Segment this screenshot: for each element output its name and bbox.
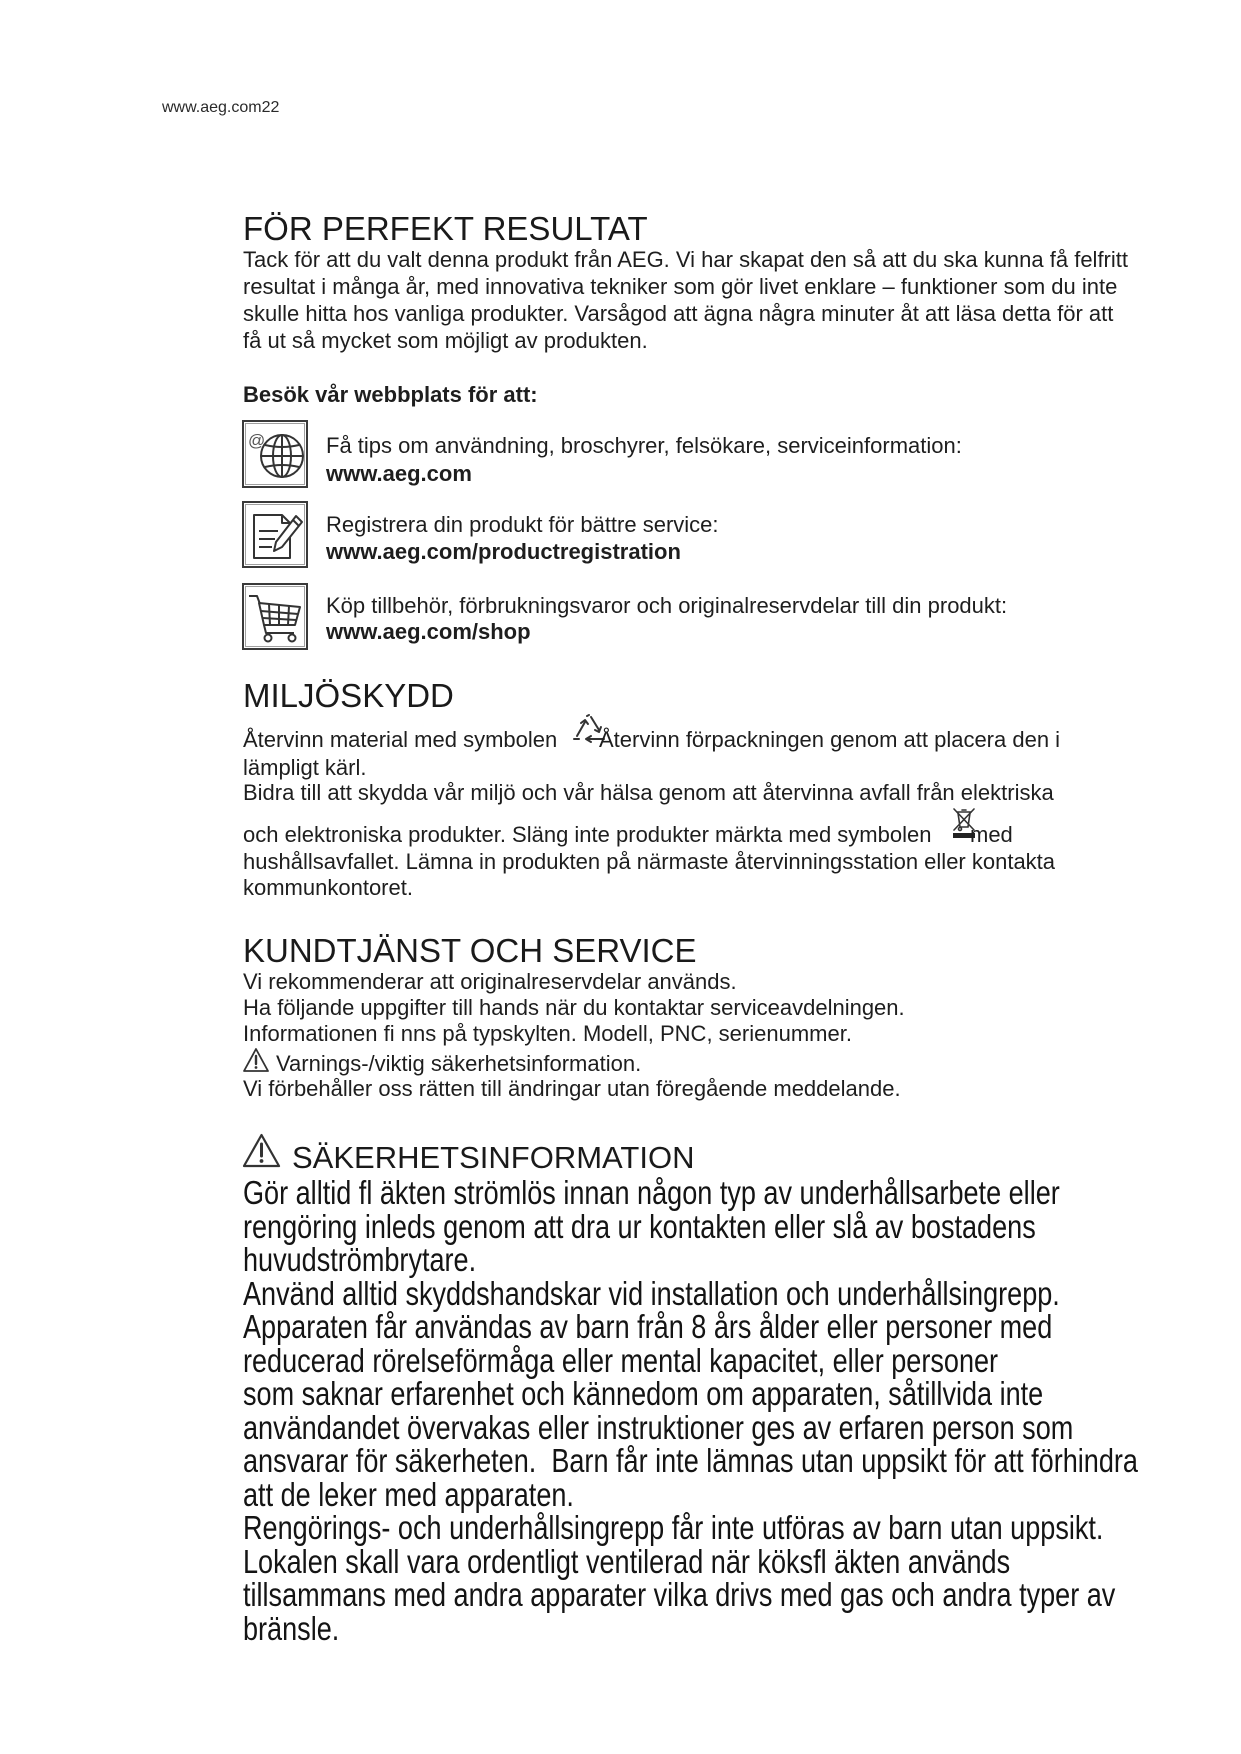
intro-line: skulle hitta hos vanliga produkter. Varsågod att ägna några minuter åt att läsa detta för att: [243, 301, 1114, 326]
safety-text: [243, 1176, 1145, 1645]
registration-link[interactable]: www.aeg.com/productregistration: [326, 539, 681, 564]
safety-line: Gör alltid fl äkten strömlös innan någon typ av underhållsarbete eller: [243, 1174, 1060, 1211]
service-line: Informationen fi nns på typskylten. Modell, PNC, serienummer.: [243, 1021, 852, 1046]
visit-item-text: Få tips om användning, broschyrer, felsökare, serviceinformation:: [326, 433, 962, 458]
safety-line: reducerad rörelseförmåga eller mental kapacitet, eller personer: [243, 1341, 999, 1379]
environment-line: Återvinn förpackningen genom att placera den i: [599, 727, 1061, 752]
service-line: Ha följande uppgifter till hands när du kontaktar serviceavdelningen.: [243, 995, 905, 1020]
intro-heading: FÖR PERFEKT RESULTAT: [243, 210, 648, 247]
safety-line: Apparaten får användas av barn från 8 års ålder eller personer med: [243, 1308, 1053, 1345]
document-pencil-icon: [242, 501, 308, 568]
environment-line: Återvinn material med symbolen: [243, 727, 558, 752]
service-warning-text: Varnings-/viktig säkerhetsinformation.: [276, 1051, 642, 1076]
visit-item-text: Registrera din produkt för bättre service:: [326, 512, 719, 537]
svg-text:@: @: [248, 431, 266, 450]
environment-heading: MILJÖSKYDD: [243, 677, 454, 714]
environment-line: Bidra till att skydda vår miljö och vår hälsa genom att återvinna avfall från elektriska: [243, 780, 1054, 805]
safety-line: rengöring inleds genom att dra ur kontakten eller slå av bostadens: [243, 1207, 1036, 1245]
service-line: Vi rekommenderar att originalreservdelar används.: [243, 969, 737, 994]
safety-line: Lokalen skall vara ordentligt ventilerad när köksfl äkten används: [243, 1542, 1011, 1580]
environment-line: med: [970, 822, 1013, 847]
visit-item-text: Köp tillbehör, förbrukningsvaror och originalreservdelar till din produkt:: [326, 593, 1008, 618]
environment-line: lämpligt kärl.: [243, 755, 367, 780]
shopping-cart-icon: [242, 583, 308, 650]
shop-link[interactable]: www.aeg.com/shop: [326, 619, 531, 644]
visit-item-tips: [326, 432, 962, 488]
warning-icon: [241, 1132, 282, 1170]
safety-line: att de leker med apparaten.: [243, 1475, 574, 1513]
visit-heading: Besök vår webbplats för att:: [243, 382, 538, 407]
environment-line: hushållsavfallet. Lämna in produkten på närmaste återvinningsstation eller kontakta: [243, 849, 1056, 874]
service-heading: KUNDTJÄNST OCH SERVICE: [243, 932, 697, 969]
service-line: Vi förbehåller oss rätten till ändringar utan föregående meddelande.: [243, 1076, 901, 1101]
intro-paragraph: [243, 246, 1128, 354]
environment-line: och elektroniska produkter. Släng inte produkter märkta med symbolen: [243, 822, 932, 847]
safety-line: bränsle.: [243, 1609, 340, 1647]
page-header: www.aeg.com22: [162, 99, 280, 116]
safety-heading: SÄKERHETSINFORMATION: [292, 1140, 695, 1175]
intro-line: Tack för att du valt denna produkt från AEG. Vi har skapat den så att du ska kunna få felfritt: [243, 247, 1128, 272]
safety-line: som saknar erfarenhet och kännedom om apparaten, såtillvida inte: [243, 1375, 1044, 1412]
globe-at-icon: [242, 420, 308, 488]
intro-line: få ut så mycket som möjligt av produkten.: [243, 328, 648, 353]
safety-line: användandet övervakas eller instruktioner ges av erfaren person som: [243, 1408, 1074, 1446]
safety-line: huvudströmbrytare.: [243, 1241, 477, 1278]
visit-item-registration: [326, 511, 719, 565]
website-link[interactable]: www.aeg.com: [326, 461, 472, 486]
environment-line: kommunkontoret.: [243, 875, 413, 900]
safety-line: Rengörings- och underhållsingrepp får inte utföras av barn utan uppsikt.: [243, 1509, 1104, 1546]
visit-item-shop: [326, 593, 1007, 645]
safety-line: tillsammans med andra apparater vilka drivs med gas och andra typer av: [243, 1576, 1116, 1613]
intro-line: resultat i många år, med innovativa tekniker som gör livet enklare – funktioner som du inte: [243, 274, 1118, 299]
warning-icon: [242, 1047, 270, 1074]
safety-line: Använd alltid skyddshandskar vid installation och underhållsingrepp.: [243, 1274, 1060, 1312]
safety-line: ansvarar för säkerheten. Barn får inte lämnas utan uppsikt för att förhindra: [243, 1442, 1138, 1479]
